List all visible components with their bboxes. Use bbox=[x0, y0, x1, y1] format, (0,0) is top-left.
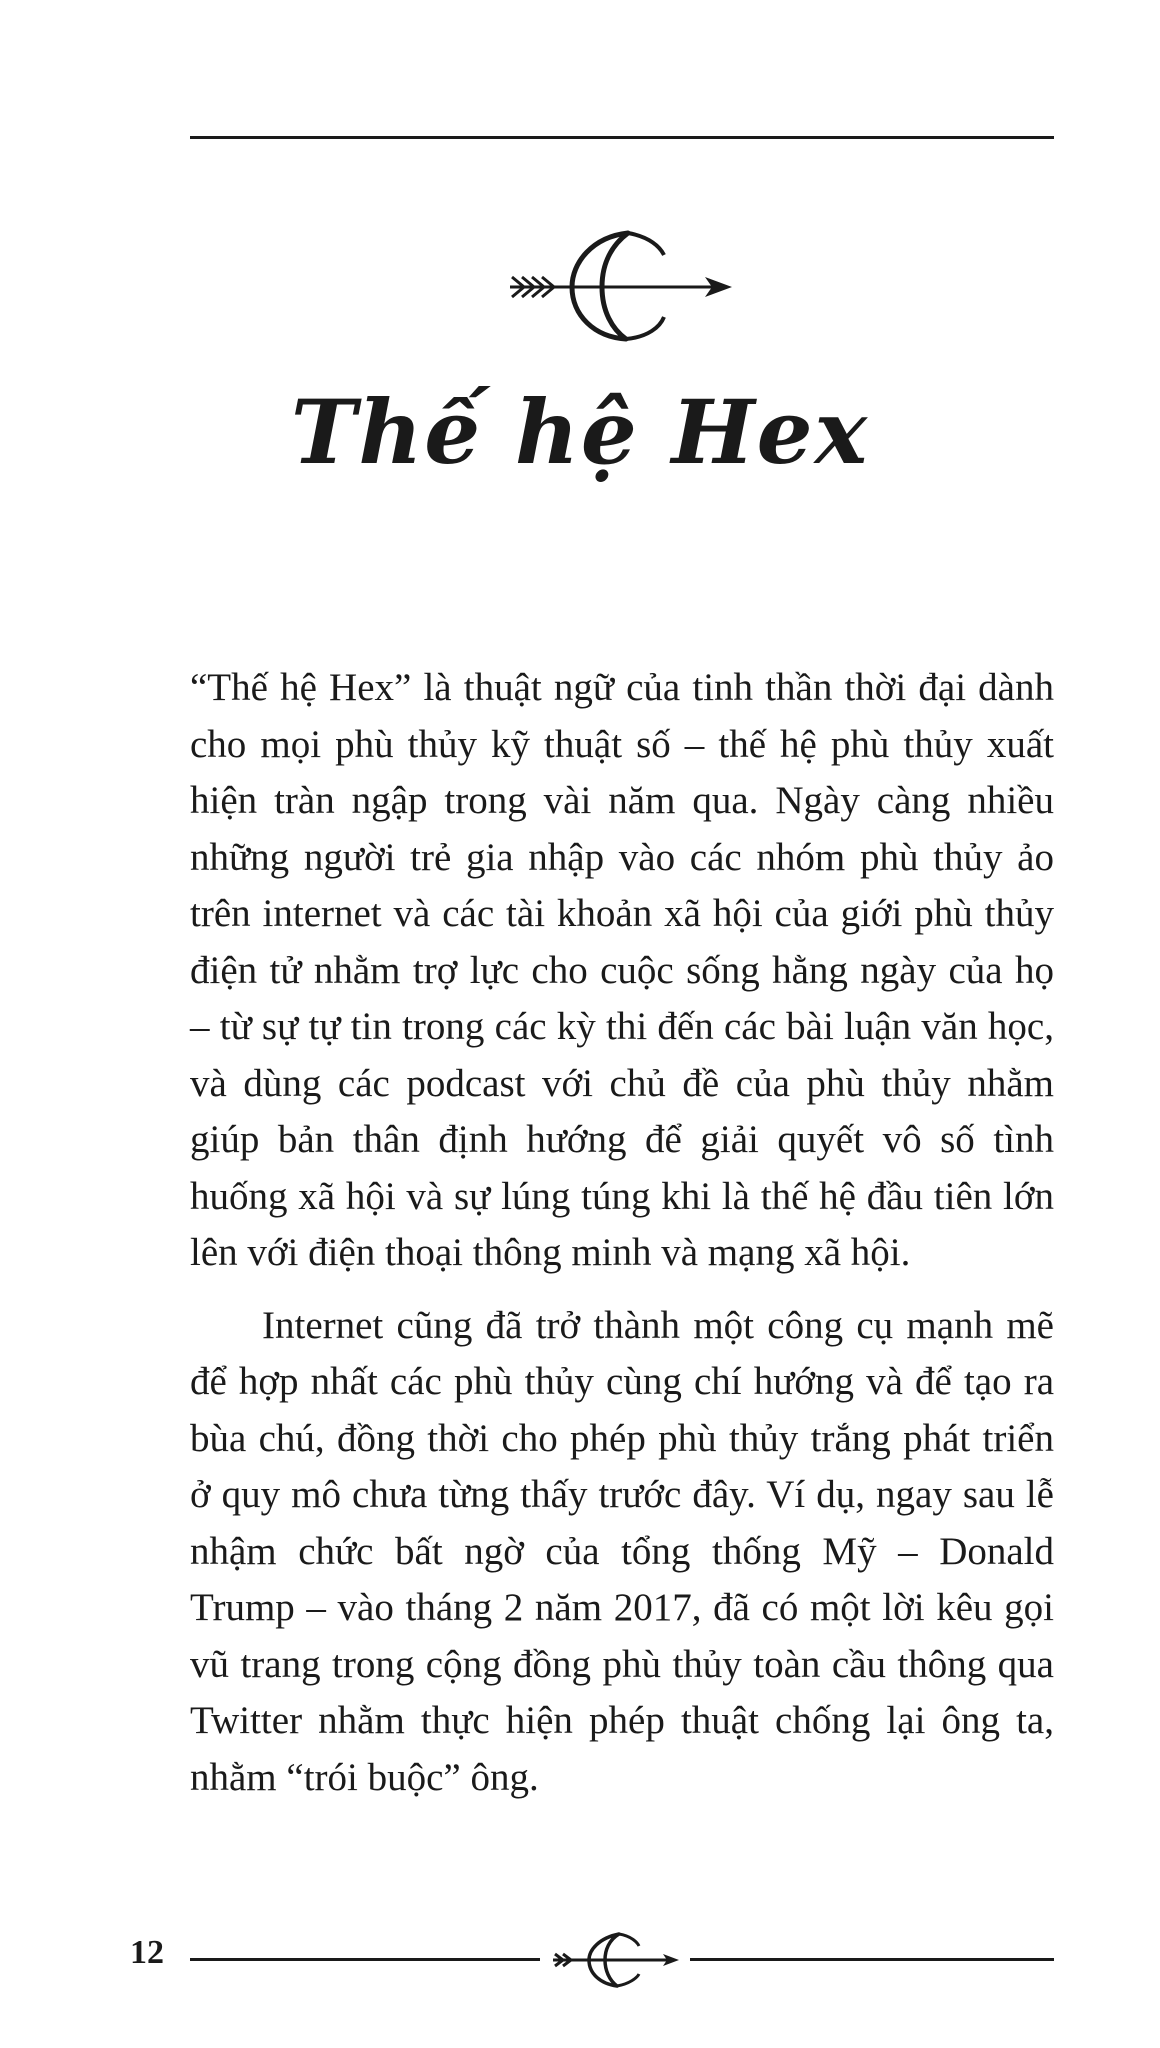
top-rule bbox=[190, 136, 1054, 139]
page-footer bbox=[0, 1930, 1160, 1990]
arrow-crescent-icon bbox=[500, 225, 740, 345]
body-text bbox=[190, 660, 1054, 1806]
chapter-title: Thế hệ Hex bbox=[290, 380, 870, 484]
page-number: 12 bbox=[130, 1934, 164, 1971]
footer-rule-right bbox=[690, 1958, 1054, 1961]
paragraph: Internet cũng đã trở thành một công cụ mạnh mẽ để hợp nhất các phù thủy cùng chí hướng và để tạo ra bùa chú, đồng thời cho phép phù thủy trắng phát triển ở quy mô chưa từng thấy trước đây. Ví dụ, ngay sau lễ nhậm chức bất ngờ của tổng thống Mỹ – Donald Trump – vào tháng 2 năm 2017, đã có một lời kêu gọi vũ trang trong cộng đồng phù thủy toàn cầu thông qua Twitter nhằm thực hiện phép thuật chống lại ông ta, nhằm “trói buộc” ông. bbox=[190, 1303, 1054, 1799]
footer-rule-left bbox=[190, 1958, 540, 1961]
paragraph: “Thế hệ Hex” là thuật ngữ của tinh thần thời đại dành cho mọi phù thủy kỹ thuật số – thế hệ phù thủy xuất hiện tràn ngập trong vài năm qua. Ngày càng nhiều những người trẻ gia nhập vào các nhóm phù thủy ảo trên internet và các tài khoản xã hội của giới phù thủy điện tử nhằm trợ lực cho cuộc sống hằng ngày của họ – từ sự tự tin trong các kỳ thi đến các bài luận văn học, và dùng các podcast với chủ đề của phù thủy nhằm giúp bản thân định hướng để giải quyết vô số tình huống xã hội và sự lúng túng khi là thế hệ đầu tiên lớn lên với điện thoại thông minh và mạng xã hội. bbox=[190, 666, 1054, 1274]
arrow-crescent-icon bbox=[545, 1930, 685, 1990]
